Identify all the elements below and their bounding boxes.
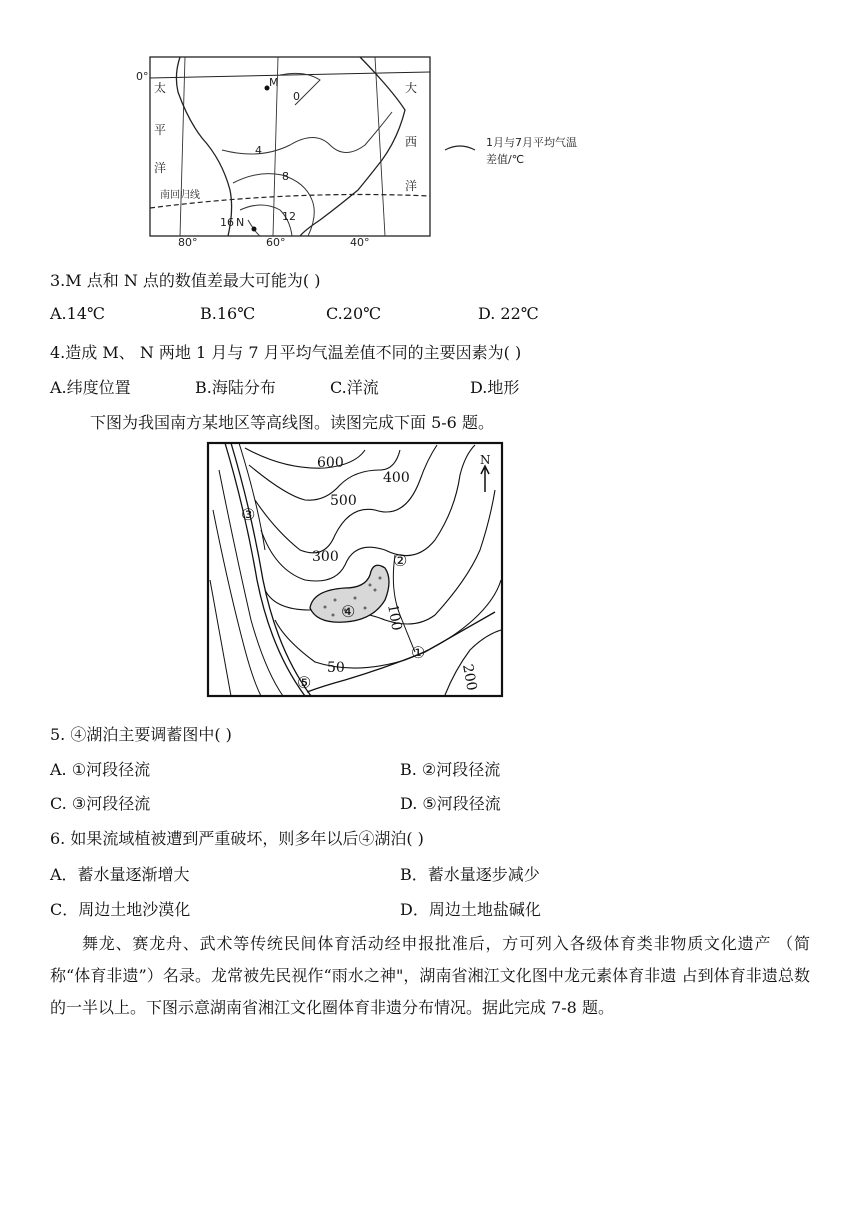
contour-100-label: 100 [384,602,405,633]
q3-option-a: A.14℃ [50,304,105,323]
marker-3: ③ [241,505,256,524]
q6-option-a: A．蓄水量逐渐增大 [50,865,190,884]
passage-7-8: 舞龙、赛龙舟、武术等传统民间体育活动经申报批准后，方可列入各级体育类非物质文化遗产 （简称“体育非遗”）名录。龙常被先民视作“雨水之神"，湖南省湘江文化图中龙元素体育非遗 占到体育非遗总数的一半以上。下图示意湖南省湘江文化圈体育非遗分布情况。据此完成 7-8 题。 [50,934,810,1017]
contour-0-label: 0 [293,90,300,103]
pacific-char-1: 太 [154,81,167,95]
q6-option-c: C．周边土地沙漠化 [50,900,191,919]
q4-option-c: C.洋流 [330,378,379,397]
q3-option-d: D. 22℃ [478,304,539,323]
contour-map [205,440,505,700]
contour-300-label: 300 [312,549,339,565]
q3-option-b: B.16℃ [200,304,256,323]
contour-400-label: 400 [383,470,410,486]
question-3-stem: 3.M 点和 N 点的数值差最大可能为( ) [50,271,321,290]
q6-option-b: B．蓄水量逐步减少 [400,865,540,884]
q5-option-b: B. ②河段径流 [400,760,501,779]
marker-5: ⑤ [297,673,312,692]
equator-label: 0° [136,70,149,83]
point-n [252,227,257,232]
legend-contour-line [445,146,475,150]
pacific-char-3: 洋 [154,161,167,175]
contour-16-label: 16 [220,216,234,229]
contour-200-label: 200 [459,662,480,693]
atlantic-char-1: 大 [405,81,418,95]
q5-option-d: D. ⑤河段径流 [400,794,501,813]
contour-600-label: 600 [317,455,344,471]
q5-option-c: C. ③河段径流 [50,794,151,813]
lon-80-label: 80° [178,236,198,249]
south-america-temperature-map [130,50,600,250]
contour-12-label: 12 [282,210,296,223]
pacific-char-2: 平 [154,123,167,137]
question-6-stem: 6. 如果流域植被遭到严重破坏，则多年以后④湖泊( ) [50,829,424,848]
q4-option-a: A.纬度位置 [50,378,131,397]
legend-line1: 1月与7月平均气温 [486,136,577,149]
tropic-label: 南回归线 [160,190,200,201]
north-label: N [480,453,491,467]
q6-option-d: D．周边土地盐碱化 [400,900,541,919]
q4-option-b: B.海陆分布 [195,378,276,397]
legend-line2: 差值/℃ [486,153,525,166]
point-n-label: N [236,216,245,229]
marker-1: ① [411,643,426,662]
contour-8-label: 8 [282,170,289,183]
contour-500-label: 500 [330,493,357,509]
marker-2: ② [393,551,408,570]
question-4-stem: 4.造成 M、 N 两地 1 月与 7 月平均气温差值不同的主要因素为( ) [50,343,522,362]
q3-option-c: C.20℃ [326,304,382,323]
north-arrow-icon [481,466,489,492]
contour-50-label: 50 [327,660,345,676]
intro-5-6: 下图为我国南方某地区等高线图。读图完成下面 5-6 题。 [90,413,494,432]
contour-4-label: 4 [255,144,262,157]
q4-option-d: D.地形 [470,378,520,397]
q5-option-a: A. ①河段径流 [50,760,151,779]
lon-60-label: 60° [266,236,286,249]
point-m-label: M [269,76,279,89]
marker-4: ④ [341,602,356,621]
lon-40-label: 40° [350,236,370,249]
atlantic-char-2: 西 [405,135,418,149]
atlantic-char-3: 洋 [405,179,418,193]
question-5-stem: 5. ④湖泊主要调蓄图中( ) [50,725,232,744]
